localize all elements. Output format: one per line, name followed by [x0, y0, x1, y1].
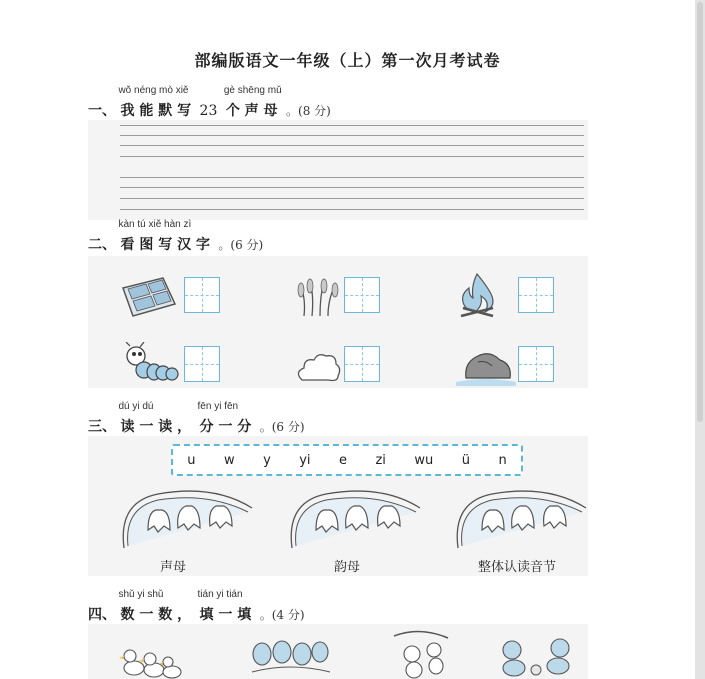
- pinyin: shǔ yi shǔ: [118, 589, 164, 600]
- letter-item: e: [339, 452, 348, 468]
- pinyin: wǒ néng mò xiě: [118, 85, 189, 96]
- pinyin: dú yi dú: [118, 401, 154, 412]
- worm-icon: [124, 342, 180, 384]
- word-text: 读 一 读 ，: [120, 419, 192, 435]
- fish-icon: [248, 632, 332, 679]
- word-text: 我 能 默 写: [120, 103, 192, 119]
- question-3-heading: [88, 401, 305, 436]
- question-4-heading: [88, 589, 305, 624]
- writing-grid[interactable]: [344, 346, 380, 382]
- field-icon: [119, 274, 179, 320]
- question-number: 四、: [88, 607, 116, 623]
- points: 。(8 分): [286, 104, 331, 118]
- word: [197, 589, 252, 624]
- letter-item: zi: [375, 452, 386, 468]
- writing-grid[interactable]: [518, 346, 554, 382]
- word-text: 数 一 数 ，: [120, 607, 192, 623]
- word: [118, 589, 192, 624]
- word: [197, 401, 252, 436]
- word-text: 个 声 母: [225, 103, 278, 119]
- word-text: 看 图 写 汉 字: [120, 237, 210, 253]
- points: 。(6 分): [218, 238, 264, 252]
- letter-item: ü: [461, 452, 470, 468]
- cloud-icon: [296, 348, 342, 384]
- word: [200, 103, 218, 119]
- letter-item: w: [223, 452, 235, 468]
- pinyin: fēn yi fēn: [197, 401, 239, 412]
- category-label: 整体认读音节: [478, 560, 557, 575]
- bellflower-icon: [452, 488, 592, 552]
- question-1-heading: [88, 85, 331, 120]
- letter-item: y: [263, 452, 271, 468]
- letter-item: n: [498, 452, 507, 468]
- page-title: 部编版语文一年级（上）第一次月考试卷: [194, 51, 501, 70]
- word: [118, 219, 210, 254]
- writing-grid[interactable]: [184, 346, 220, 382]
- writing-grid[interactable]: [518, 277, 554, 313]
- word: [118, 401, 192, 436]
- letter-item: wu: [414, 452, 434, 468]
- word: [223, 85, 282, 120]
- fire-icon: [457, 272, 497, 318]
- letter-item: yi: [299, 452, 311, 468]
- question-number: 一、: [88, 103, 116, 119]
- pinyin: tián yi tián: [197, 589, 243, 600]
- pinyin: kàn tú xiě hàn zì: [118, 219, 192, 230]
- word-text: 填 一 填: [199, 607, 252, 623]
- question-number: 三、: [88, 419, 116, 435]
- pinyin-letter-box: [171, 444, 523, 476]
- question-2-heading: [88, 219, 264, 254]
- pinyin: gè shēng mǔ: [223, 85, 282, 96]
- bellflower-icon: [286, 488, 426, 552]
- word-text: 23: [199, 103, 218, 119]
- ducks-icon: [118, 636, 184, 679]
- points: 。(6 分): [259, 420, 305, 434]
- word: [118, 85, 192, 120]
- scrollbar-thumb[interactable]: [697, 2, 703, 422]
- letter-item: u: [187, 452, 196, 468]
- bellflower-icon: [118, 488, 258, 552]
- points: 。(4 分): [259, 608, 305, 622]
- scrollbar[interactable]: [695, 0, 705, 679]
- question-number: 二、: [88, 237, 116, 253]
- rice-icon: [296, 276, 342, 318]
- writing-grid[interactable]: [184, 277, 220, 313]
- stone-icon: [456, 346, 518, 386]
- monkey-icon: [390, 628, 454, 679]
- writing-lines[interactable]: [120, 120, 584, 220]
- word-text: 分 一 分: [199, 419, 252, 435]
- category-label: 韵母: [334, 560, 361, 575]
- category-label: 声母: [160, 560, 187, 575]
- tigers-icon: [496, 632, 582, 679]
- writing-grid[interactable]: [344, 277, 380, 313]
